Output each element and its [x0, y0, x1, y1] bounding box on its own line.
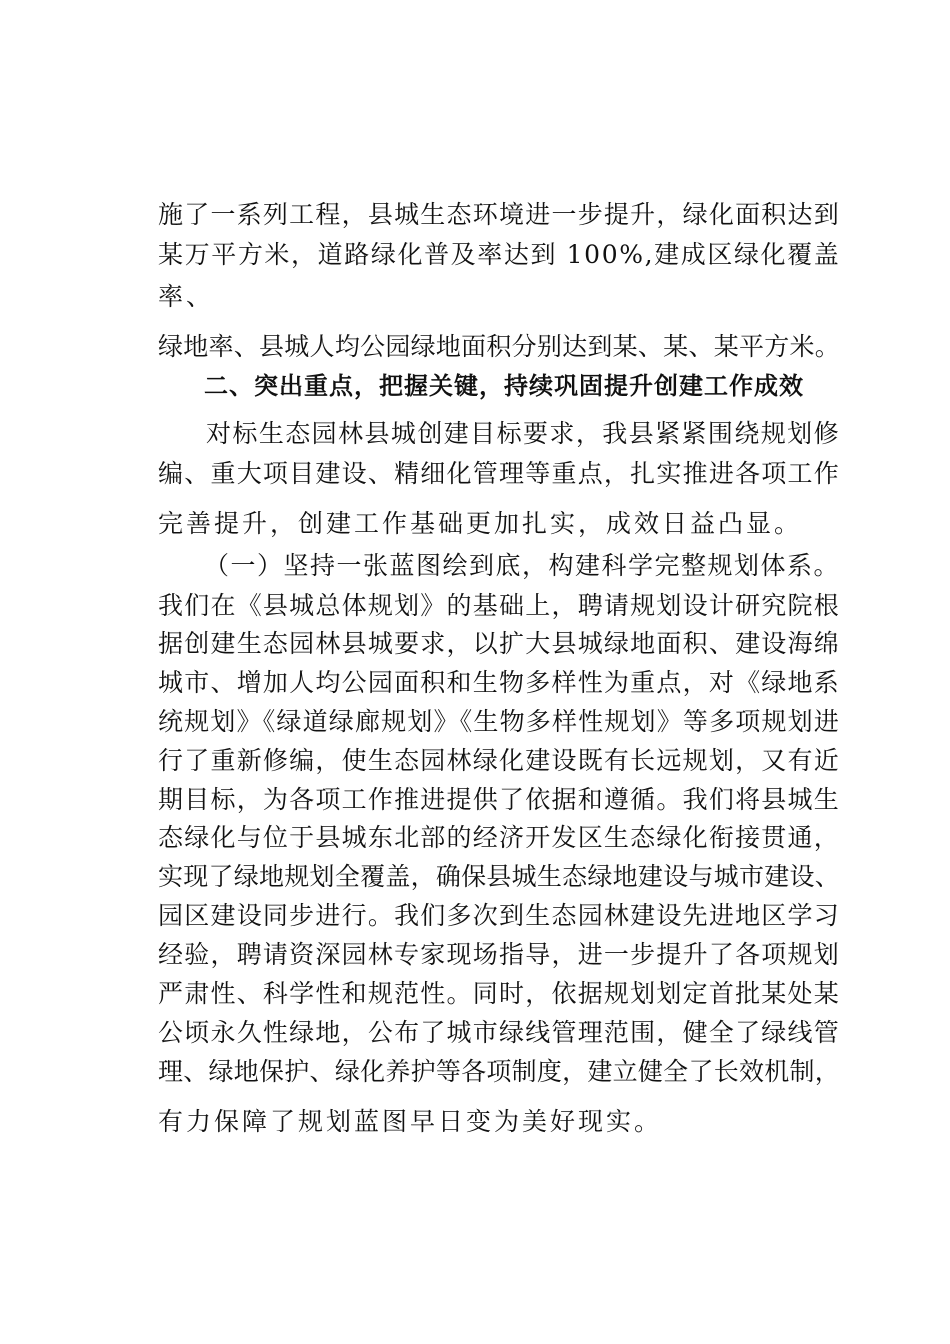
body-text-line: 有力保障了规划蓝图早日变为美好现实。 — [158, 1107, 663, 1136]
body-text-line: 经验，聘请资深园林专家现场指导，进一步提升了各项规划 — [158, 940, 841, 969]
body-text-line: 城市、增加人均公园面积和生物多样性为重点，对《绿地系 — [158, 668, 841, 697]
body-text-line: 期目标，为各项工作推进提供了依据和遵循。我们将县城生 — [158, 785, 841, 814]
body-text-line: 完善提升，创建工作基础更加扎实，成效日益凸显。 — [158, 509, 803, 538]
body-text-line: 态绿化与位于县城东北部的经济开发区生态绿化衔接贯通， — [158, 823, 841, 852]
body-text-line: 我们在《县城总体规划》的基础上，聘请规划设计研究院根 — [158, 591, 841, 620]
body-text-line: 统规划》《绿道绿廊规划》《生物多样性规划》等多项规划进 — [158, 707, 841, 736]
subsection-heading: （一）坚持一张蓝图绘到底，构建科学完整规划体系。 — [204, 551, 841, 580]
body-text-line: 行了重新修编，使生态园林绿化建设既有长远规划，又有近 — [158, 746, 841, 775]
body-text-line: 绿地率、县城人均公园绿地面积分别达到某、某、某平方米。 — [158, 332, 841, 361]
body-text-line: 严肃性、科学性和规范性。同时，依据规划划定首批某处某 — [158, 979, 841, 1008]
body-text-line: 公顷永久性绿地，公布了城市绿线管理范围，健全了绿线管 — [158, 1018, 841, 1047]
body-text-line: 据创建生态园林县城要求，以扩大县城绿地面积、建设海绵 — [158, 629, 841, 658]
body-text-line: 对标生态园林县城创建目标要求，我县紧紧围绕规划修 — [206, 419, 841, 448]
body-text-line: 园区建设同步进行。我们多次到生态园林建设先进地区学习 — [158, 901, 841, 930]
body-text-line: 率、 — [158, 282, 215, 311]
section-heading: 二、突出重点，把握关键，持续巩固提升创建工作成效 — [204, 372, 804, 400]
body-text-line: 理、绿地保护、绿化养护等各项制度，建立健全了长效机制， — [158, 1057, 841, 1086]
body-text-line: 施了一系列工程，县城生态环境进一步提升，绿化面积达到 — [158, 200, 841, 229]
body-text-line: 某万平方米，道路绿化普及率达到 100%,建成区绿化覆盖 — [158, 240, 841, 269]
body-text-line: 实现了绿地规划全覆盖，确保县城生态绿地建设与城市建设、 — [158, 862, 841, 891]
body-text-line: 编、重大项目建设、精细化管理等重点，扎实推进各项工作 — [158, 459, 841, 488]
